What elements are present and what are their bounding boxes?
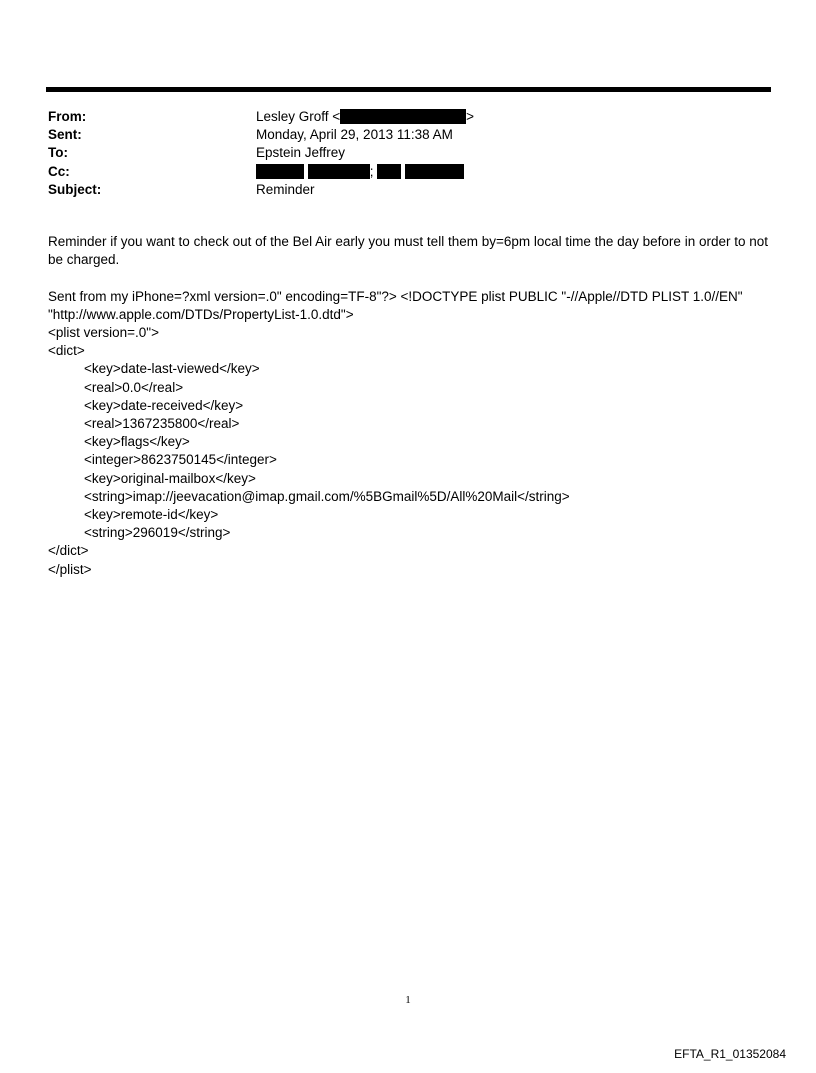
dict-close: </dict> [48, 543, 89, 559]
to-row [48, 144, 768, 162]
from-value [256, 108, 768, 126]
subject-row [48, 181, 768, 199]
email-body [48, 233, 772, 579]
page-number: 1 [405, 994, 411, 1006]
redaction-box [405, 164, 464, 179]
to-value: Epstein Jeffrey [256, 145, 346, 161]
plist-open: <plist version=.0"> [48, 325, 159, 340]
cc-label: Cc: [48, 163, 70, 179]
dict-line: <key>date-received</key> [84, 397, 244, 413]
subject-label: Subject: [48, 181, 102, 197]
cc-row [48, 163, 768, 181]
redaction-box [308, 164, 370, 179]
cc-separator: ; [369, 163, 374, 179]
dict-line: <string>296019</string> [84, 525, 231, 541]
cc-value [256, 163, 768, 181]
redaction-box [340, 109, 466, 124]
to-label: To: [48, 145, 68, 161]
redaction-box [256, 164, 304, 179]
dict-open: <dict> [48, 343, 85, 359]
sent-from-line: Sent from my iPhone=?xml version=.0" encoding=TF-8"?> <!DOCTYPE plist PUBLIC "-//Apple//DTD PLIST 1.0//EN" [48, 288, 743, 304]
dtd-url-line: "http://www.apple.com/DTDs/PropertyList-1.0.dtd"> [48, 306, 354, 322]
dict-line: <key>remote-id</key> [84, 507, 219, 523]
header-rule [46, 87, 771, 92]
redaction-box [377, 164, 401, 179]
email-header [48, 108, 768, 199]
dict-line: <string>imap://jeevacation@imap.gmail.com/%5BGmail%5D/All%20Mail</string> [84, 488, 570, 504]
plist-close: </plist> [48, 561, 92, 577]
subject-value: Reminder [256, 181, 315, 197]
dict-line: <integer>8623750145</integer> [84, 452, 277, 468]
from-row [48, 108, 768, 126]
dict-line: <key>date-last-viewed</key> [84, 361, 260, 377]
sent-label: Sent: [48, 127, 82, 143]
sent-row [48, 126, 768, 144]
sent-value: Monday, April 29, 2013 11:38 AM [256, 127, 453, 143]
dict-line: <key>flags</key> [84, 434, 190, 450]
reminder-text: Reminder if you want to check out of the Bel Air early you must tell them by=6pm local time the day before in order to not be charged. [48, 234, 772, 268]
from-close: > [466, 109, 475, 124]
from-label: From: [48, 109, 87, 124]
dict-line: <real>0.0</real> [84, 379, 184, 395]
dict-line: <real>1367235800</real> [84, 416, 240, 432]
dict-line: <key>original-mailbox</key> [84, 470, 256, 486]
bates-number: EFTA_R1_01352084 [674, 1047, 786, 1061]
from-name: Lesley Groff < [256, 109, 341, 124]
